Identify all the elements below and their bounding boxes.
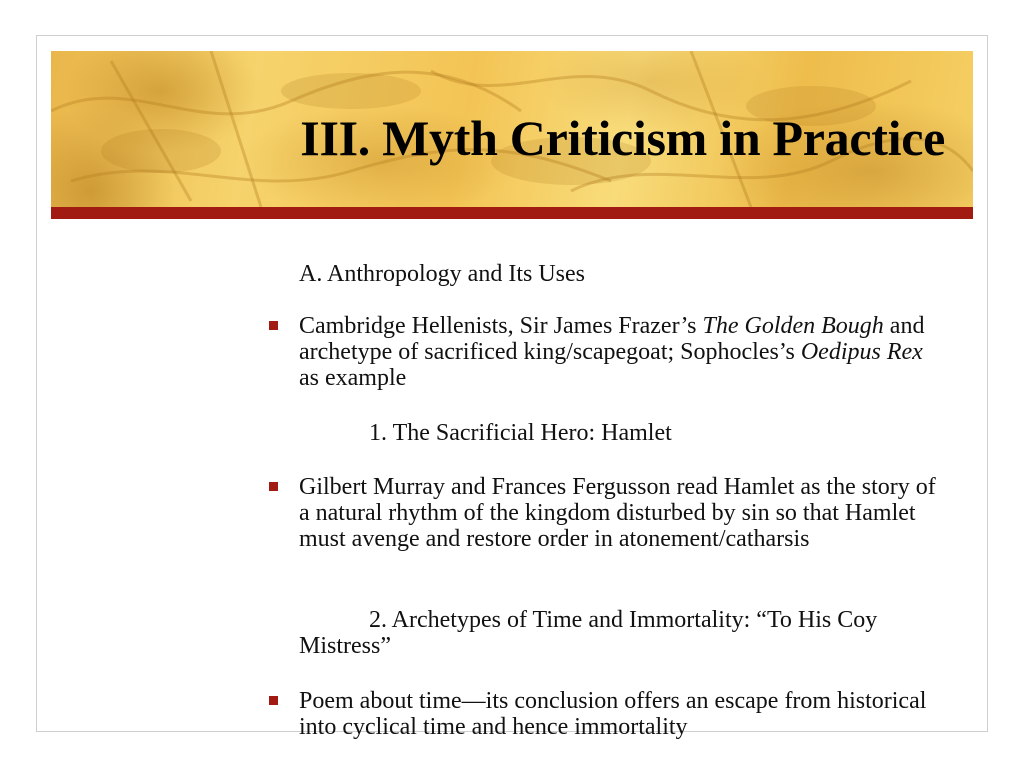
bullet-text-part: and archetype of sacrificed king/scapegoat; Sophocles’s [299,313,925,365]
play-title-oedipus-rex: Oedipus Rex [800,339,923,365]
bullet-marker [269,321,278,330]
bullet-text-part: Cambridge Hellenists, Sir James Frazer’s [299,313,703,339]
section-heading-anthropology: A. Anthropology and Its Uses [299,261,585,287]
bullet-poem-about-time: Poem about time—its conclusion offers an escape from historical into cyclical time and hence immortality [299,688,927,740]
bullet-cambridge-hellenists [299,313,939,391]
bullet-marker [269,696,278,705]
subheading-sacrificial-hero: 1. The Sacrificial Hero: Hamlet [369,420,672,446]
bullet-marker [269,482,278,491]
bullet-murray-fergusson: Gilbert Murray and Frances Fergusson read Hamlet as the story of a natural rhythm of the kingdom disturbed by sin so that Hamlet must avenge and restore order in atonement/catharsis [299,474,936,552]
slide-title: III. Myth Criticism in Practice [300,110,945,166]
subheading-time-immortality: 2. Archetypes of Time and Immortality: “To His Coy Mistress” [299,607,878,659]
bullet-text-part: as example [299,365,407,391]
book-title-golden-bough: The Golden Bough [702,313,884,339]
